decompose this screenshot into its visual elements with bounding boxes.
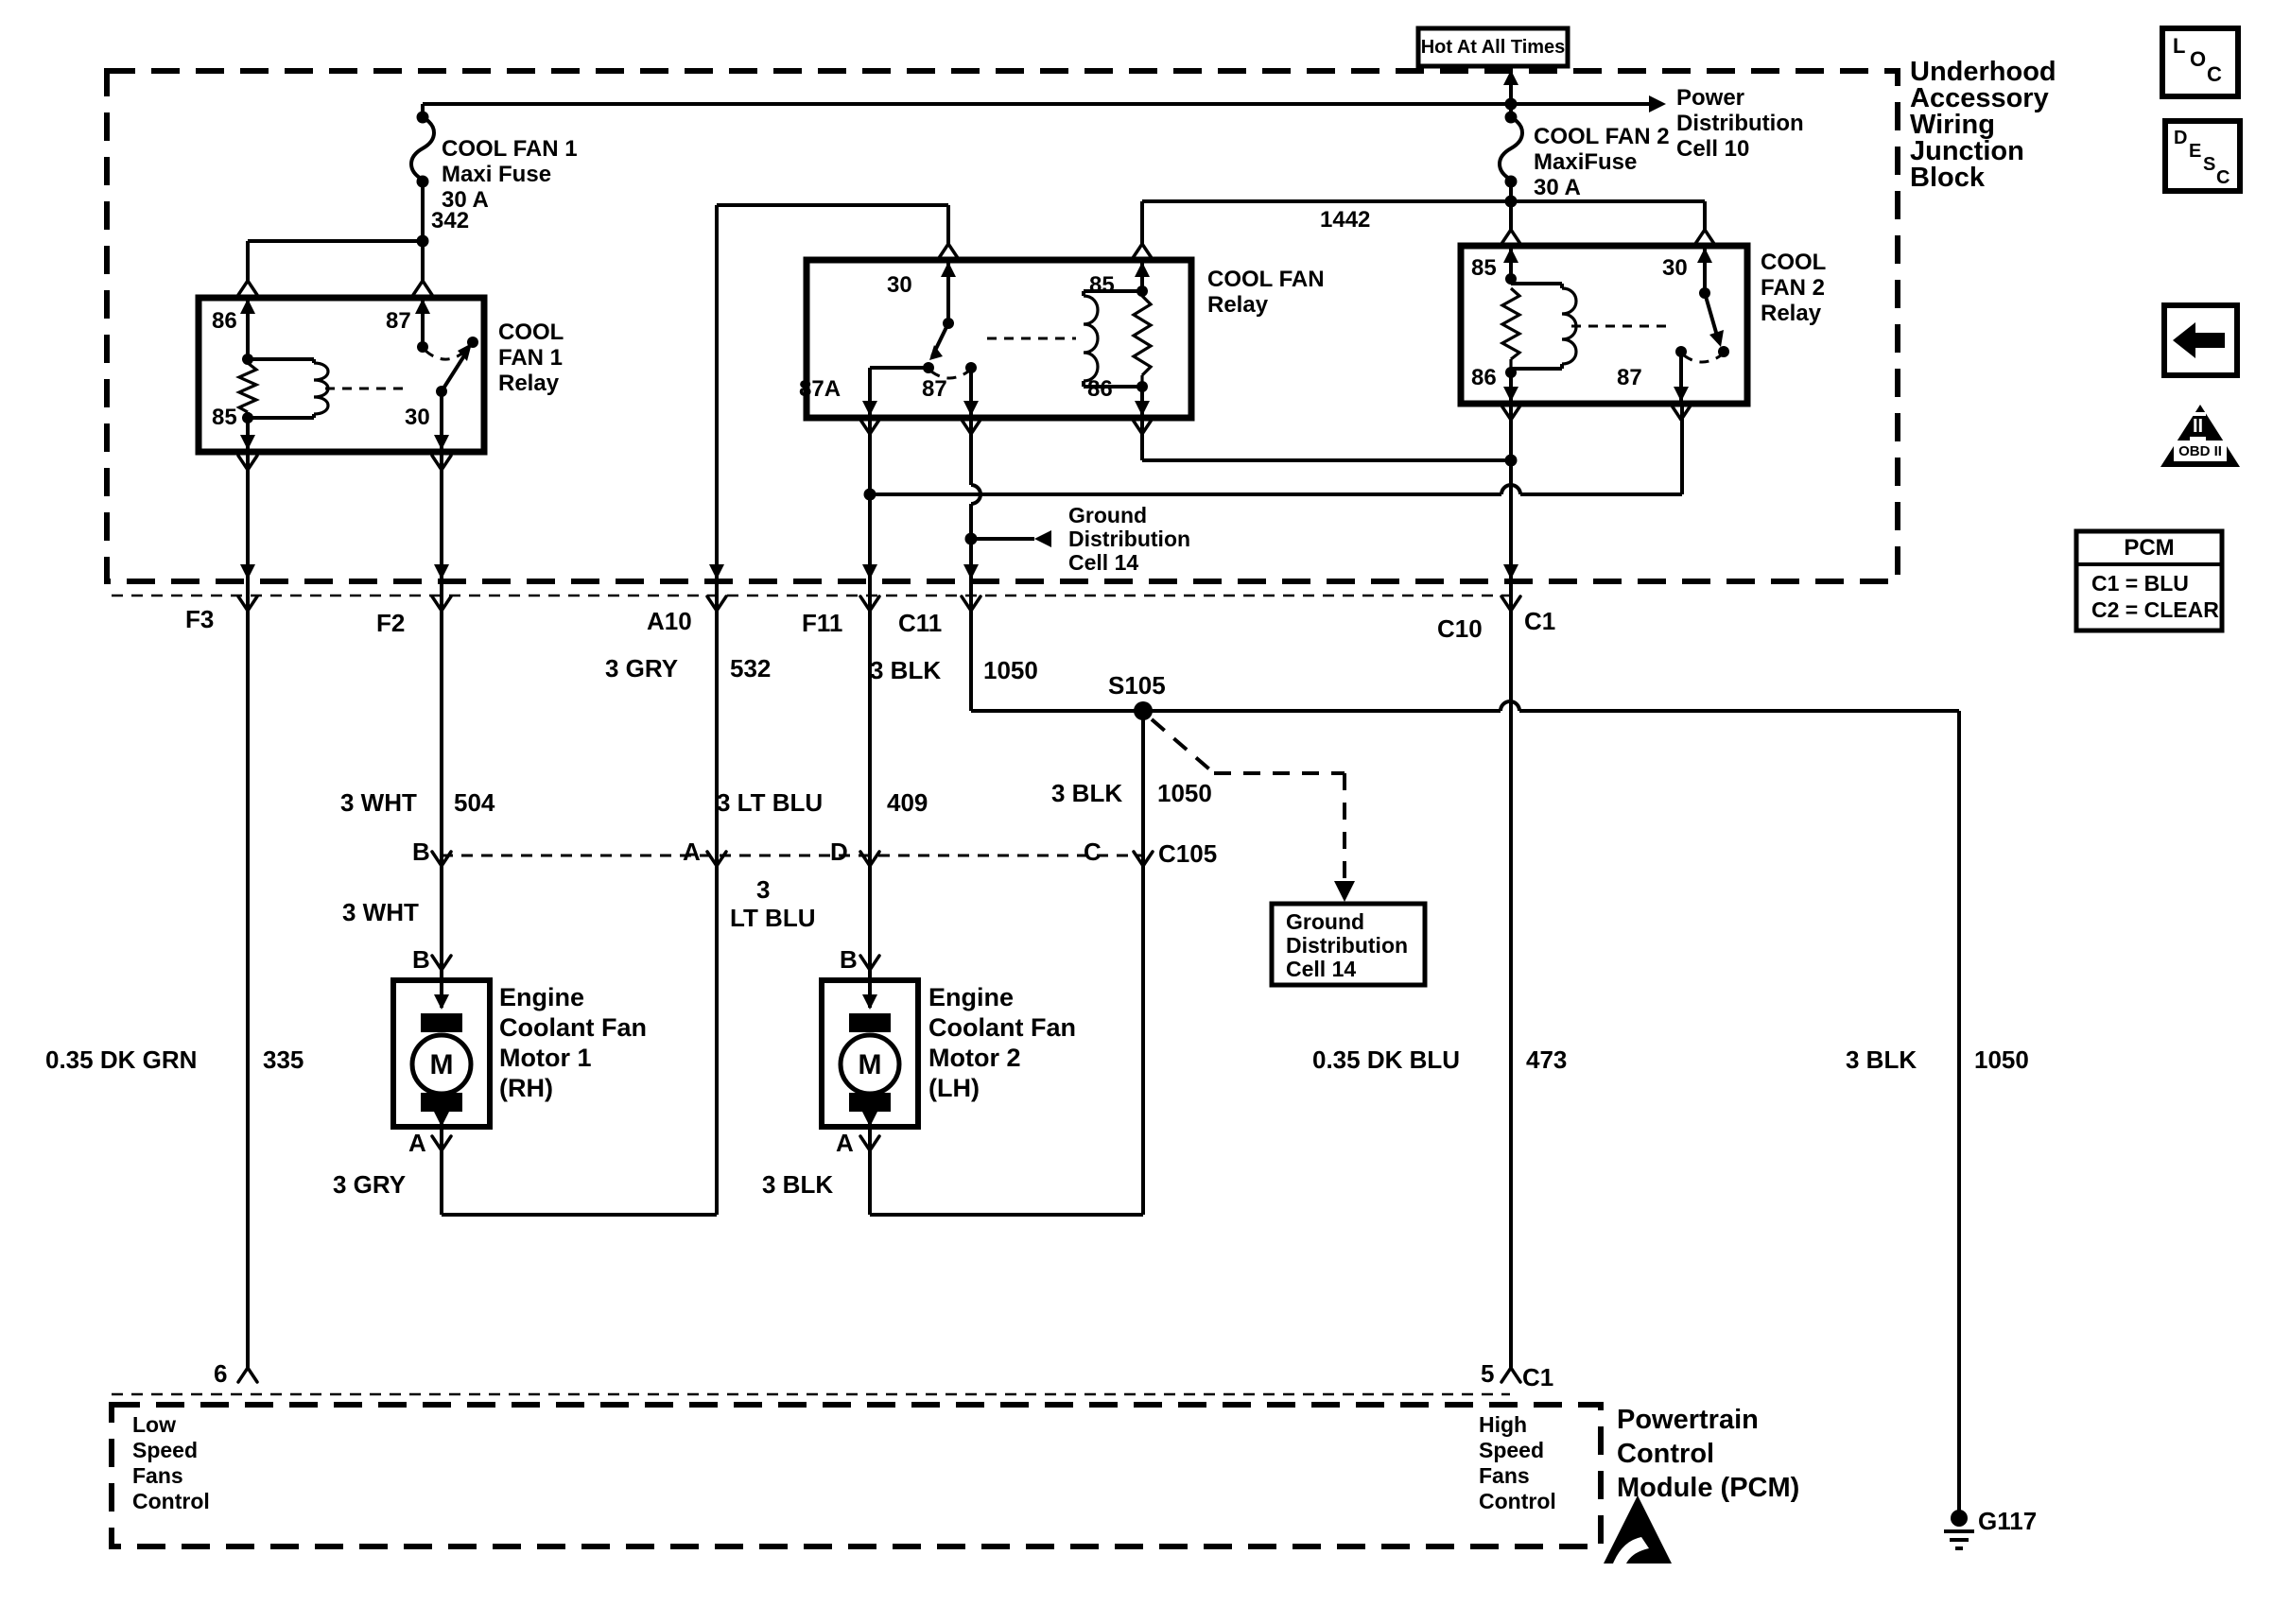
motor1-symbol: M — [429, 1049, 454, 1080]
relay2-pin87: 87 — [1617, 365, 1642, 390]
desc-icon-letter: E — [2189, 141, 2202, 162]
power-distribution-ref: Cell 10 — [1676, 136, 1750, 162]
junction-block-title: Block — [1910, 163, 1985, 193]
motor-boxes — [393, 980, 918, 1127]
connector-f2: F2 — [376, 609, 406, 637]
circuit-342-label: 342 — [431, 208, 470, 233]
connector-c11: C11 — [898, 609, 943, 637]
ground-g117: G117 — [1978, 1507, 2038, 1535]
hot-at-all-times-label: Hot At All Times — [1420, 37, 1566, 58]
motor2-pin-b: B — [840, 945, 858, 974]
wire-blk1050-upper: 3 BLK — [870, 656, 942, 684]
wire-gry532: 3 GRY — [605, 654, 679, 682]
wire-ltblu-color: LT BLU — [730, 904, 816, 932]
cool-fan-2-fuse-label: 30 A — [1534, 175, 1581, 200]
wire-blk1050-right-circuit: 1050 — [1974, 1045, 2029, 1074]
loc-icon-letter: C — [2207, 62, 2222, 86]
pcm-high-speed: Fans — [1479, 1463, 1530, 1488]
relay1-pin87: 87 — [386, 308, 411, 334]
pcm-border — [112, 1405, 1601, 1546]
obd2-label: OBD II — [2178, 443, 2222, 459]
relay2-name: Relay — [1761, 301, 1822, 326]
back-arrow-icon — [2173, 322, 2225, 358]
pin-c-row: C — [1084, 838, 1102, 866]
relay2-name: COOL — [1761, 250, 1827, 275]
cool-fan-2-fuse-label: MaxiFuse — [1534, 149, 1638, 175]
pcm-name: Powertrain — [1617, 1405, 1759, 1435]
relay1-name: Relay — [498, 371, 560, 396]
relay1-pin30: 30 — [405, 405, 430, 430]
connector-f11: F11 — [802, 609, 843, 637]
pcm-high-speed: Control — [1479, 1489, 1556, 1513]
esd-warning-icon — [1604, 1495, 1672, 1564]
pcm-low-speed: Control — [132, 1489, 210, 1513]
relay-mid-name: COOL FAN — [1207, 267, 1325, 292]
pcm-name: Control — [1617, 1439, 1715, 1469]
wire-ltblu-gauge: 3 — [756, 875, 771, 904]
pcm-conn-c1: C1 — [1522, 1363, 1554, 1391]
connector-c105: C105 — [1158, 839, 1218, 868]
ground-dist-ref: Distribution — [1068, 527, 1191, 551]
obd2-numeral: II — [2190, 412, 2206, 441]
junction-block-title: Underhood — [1910, 57, 2056, 87]
wire-dkblu473: 0.35 DK BLU — [1312, 1045, 1461, 1074]
relay2-internals — [1502, 246, 1724, 404]
pin-d-row: D — [830, 838, 848, 866]
motor2-pin-a: A — [836, 1129, 854, 1157]
motor-symbols — [412, 1013, 899, 1112]
pcm-high-speed: High — [1479, 1412, 1528, 1437]
relay2-pin30: 30 — [1662, 255, 1688, 281]
motor1-pin-a: A — [408, 1129, 426, 1157]
pcm-legend-row2: C2 = CLEAR — [2091, 597, 2219, 622]
relay2-name: FAN 2 — [1761, 275, 1826, 301]
wire-blk1050-upper-circuit: 1050 — [983, 656, 1038, 684]
wire-ltblu409-circuit: 409 — [887, 788, 928, 817]
motor1-pin-b: B — [412, 945, 430, 974]
desc-icon-letter: D — [2174, 128, 2188, 148]
junction-block-title: Accessory — [1910, 83, 2049, 113]
relay-mid-pin30: 30 — [887, 272, 912, 298]
cool-fan-1-fuse-label: COOL FAN 1 — [442, 136, 578, 162]
wire-dkgrn335-circuit: 335 — [263, 1045, 304, 1074]
motor2-name: Motor 2 — [928, 1044, 1021, 1072]
desc-icon-letter: S — [2203, 154, 2216, 175]
wire-wht504: 3 WHT — [340, 788, 417, 817]
cool-fan-2-fuse-label: COOL FAN 2 — [1534, 124, 1670, 149]
wire-blk1050-mid: 3 BLK — [1051, 779, 1123, 807]
ground-dist-box-label: Ground — [1286, 909, 1365, 934]
pcm-pin6: 6 — [214, 1359, 228, 1388]
relay1-name: COOL — [498, 320, 564, 345]
wire-dkgrn335: 0.35 DK GRN — [45, 1045, 198, 1074]
wire-wht504-circuit: 504 — [454, 788, 495, 817]
pin-b-row: B — [412, 838, 430, 866]
loc-icon-letter: O — [2190, 47, 2207, 71]
ground-dist-box-label: Distribution — [1286, 933, 1409, 958]
relay1-pin86: 86 — [212, 308, 237, 334]
pcm-pin5: 5 — [1481, 1359, 1495, 1388]
relay-mid-pin85: 85 — [1089, 272, 1115, 298]
connector-face-lines — [112, 596, 1510, 1394]
circuit-1442-label: 1442 — [1320, 207, 1371, 233]
relay2-pin86: 86 — [1471, 365, 1497, 390]
wire-gry: 3 GRY — [333, 1170, 407, 1199]
ground-dist-box-label: Cell 14 — [1286, 957, 1357, 981]
relay-mid-pin86: 86 — [1087, 376, 1113, 402]
motor2-name: Engine — [928, 983, 1015, 1011]
wire-blk1050-mid-circuit: 1050 — [1157, 779, 1212, 807]
motor2-name: (LH) — [928, 1074, 980, 1102]
motor1-name: Coolant Fan — [499, 1013, 647, 1042]
motor2-symbol: M — [858, 1049, 882, 1080]
motor1-name: (RH) — [499, 1074, 553, 1102]
relay1-name: FAN 1 — [498, 345, 564, 371]
wire-gry532-circuit: 532 — [730, 654, 772, 682]
wire-ltblu409: 3 LT BLU — [717, 788, 824, 817]
relay-mid-pin87: 87 — [922, 376, 947, 402]
wire-wht: 3 WHT — [342, 898, 419, 926]
pcm-high-speed: Speed — [1479, 1438, 1545, 1462]
pcm-low-speed: Low — [132, 1412, 176, 1437]
pcm-low-speed: Speed — [132, 1438, 199, 1462]
wire-dkblu473-circuit: 473 — [1526, 1045, 1568, 1074]
power-distribution-ref: Power — [1676, 85, 1745, 111]
connector-c1: C1 — [1524, 607, 1556, 635]
pcm-legend-title: PCM — [2124, 535, 2175, 561]
connector-f3: F3 — [185, 605, 215, 633]
junction-block-title: Wiring — [1910, 110, 1995, 140]
connector-a10: A10 — [647, 607, 692, 635]
relay-mid-pin87a: 87A — [799, 376, 842, 402]
loc-icon-letter: L — [2173, 34, 2186, 58]
desc-icon-letter: C — [2216, 167, 2230, 188]
motor2-name: Coolant Fan — [928, 1013, 1076, 1042]
ground-dist-ref: Cell 14 — [1068, 550, 1139, 575]
pcm-low-speed: Fans — [132, 1463, 183, 1488]
pin-a-row: A — [683, 838, 701, 866]
relay1-internals — [239, 298, 472, 452]
pcm-legend-row1: C1 = BLU — [2091, 571, 2189, 596]
wire-blk: 3 BLK — [762, 1170, 834, 1199]
pcm-name: Module (PCM) — [1617, 1473, 1800, 1503]
power-distribution-ref: Distribution — [1676, 111, 1804, 136]
motor1-name: Engine — [499, 983, 585, 1011]
relay2-pin85: 85 — [1471, 255, 1497, 281]
relay-mid-name: Relay — [1207, 292, 1269, 318]
junction-block-title: Junction — [1910, 136, 2024, 166]
relay1-pin85: 85 — [212, 405, 237, 430]
cool-fan-1-fuse-label: Maxi Fuse — [442, 162, 552, 187]
cool-fan-1-fuse-label: 30 A — [442, 187, 489, 213]
connector-c10: C10 — [1437, 614, 1483, 643]
wire-blk1050-right: 3 BLK — [1846, 1045, 1917, 1074]
motor1-name: Motor 1 — [499, 1044, 592, 1072]
ground-dist-ref: Ground — [1068, 503, 1148, 527]
splice-s105: S105 — [1108, 671, 1166, 700]
